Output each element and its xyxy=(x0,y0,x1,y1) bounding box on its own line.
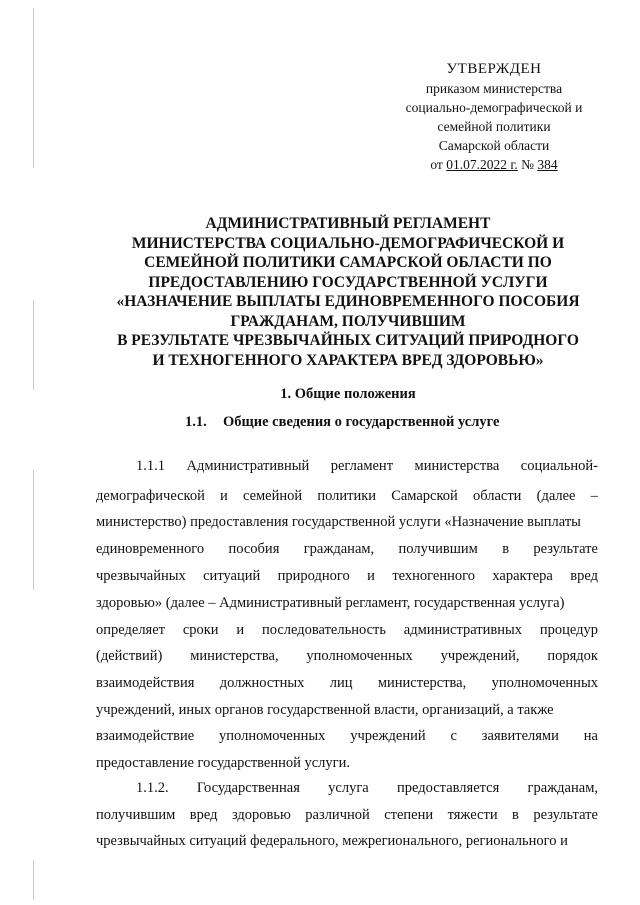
subsection-title: Общие сведения о государственной услуге xyxy=(223,414,500,430)
body-word: в xyxy=(502,541,510,557)
subsection-heading xyxy=(185,414,499,431)
body-word: (действий) xyxy=(96,648,163,664)
body-word: области xyxy=(472,488,522,504)
body-word: определяет xyxy=(96,622,165,638)
body-word: Государственная xyxy=(196,780,300,796)
body-line xyxy=(96,568,598,585)
document-title xyxy=(88,214,608,370)
body-word: с xyxy=(450,728,457,744)
body-word: гражданам, xyxy=(527,780,598,796)
scan-edge-line xyxy=(33,8,34,168)
approval-date-line xyxy=(380,155,608,174)
body-word: министерства, xyxy=(377,675,467,691)
body-word: административных xyxy=(403,622,523,638)
body-word: пособия xyxy=(228,541,280,557)
number-prefix: № xyxy=(517,157,538,172)
body-word: процедур xyxy=(539,622,598,638)
body-line xyxy=(96,755,598,772)
title-line: ПРЕДОСТАВЛЕНИЮ ГОСУДАРСТВЕННОЙ УСЛУГИ xyxy=(148,273,548,291)
approval-line: Самарской области xyxy=(438,138,550,153)
body-word: вред xyxy=(570,568,598,584)
body-line xyxy=(96,595,598,612)
body-line xyxy=(96,728,598,745)
body-word: вред xyxy=(189,807,218,823)
title-line: И ТЕХНОГЕННОГО ХАРАКТЕРА ВРЕД ЗДОРОВЬЮ» xyxy=(152,351,544,369)
title-line: «НАЗНАЧЕНИЕ ВЫПЛАТЫ ЕДИНОВРЕМЕННОГО ПОСОБИЯ xyxy=(116,293,580,310)
body-word: министерства xyxy=(414,458,500,474)
body-word: учреждений, иных органов государственной власти, организаций, а также xyxy=(96,702,554,718)
body-word: Самарской xyxy=(391,488,458,504)
body-word: здоровью» (далее – Административный регламент, государственная услуга) xyxy=(96,595,565,611)
body-word: услуга xyxy=(328,780,369,796)
body-word: предоставление государственной услуги. xyxy=(96,755,351,771)
body-word: Административный xyxy=(186,458,310,474)
body-word: тяжести xyxy=(447,807,498,823)
body-word: 1.1.2. xyxy=(136,780,169,796)
body-line xyxy=(96,514,598,531)
body-word: единовременного xyxy=(96,541,205,557)
body-word: результате xyxy=(533,541,598,557)
body-line xyxy=(96,541,598,558)
body-line xyxy=(96,488,598,505)
body-word: 1.1.1 xyxy=(136,458,165,474)
body-word: последовательность xyxy=(261,622,386,638)
body-word: и xyxy=(220,488,228,504)
approval-line: социально-демографической и xyxy=(405,100,583,115)
body-line xyxy=(96,702,598,719)
approval-line: семейной политики xyxy=(437,119,551,134)
body-word: (далее xyxy=(536,488,576,504)
body-line xyxy=(96,675,598,692)
order-date: 01.07.2022 г. xyxy=(446,157,518,172)
body-word: учреждений, xyxy=(440,648,520,664)
body-line xyxy=(96,622,598,639)
body-word: на xyxy=(583,728,598,744)
body-word: различной xyxy=(305,807,370,823)
body-word: здоровью xyxy=(231,807,291,823)
body-word: уполномоченных xyxy=(306,648,413,664)
title-line: МИНИСТЕРСТВА СОЦИАЛЬНО-ДЕМОГРАФИЧЕСКОЙ И xyxy=(131,234,565,252)
subsection-number: 1.1. xyxy=(185,414,207,430)
body-word: предоставляется xyxy=(397,780,500,796)
body-word: учреждений xyxy=(350,728,426,744)
title-line: ГРАЖДАНАМ, ПОЛУЧИВШИМ xyxy=(230,312,466,330)
body-word: регламент xyxy=(330,458,394,474)
body-word: результате xyxy=(533,807,598,823)
body-word: характера xyxy=(492,568,553,584)
body-word: степени xyxy=(384,807,434,823)
body-word: уполномоченных xyxy=(219,728,326,744)
body-word: демографической xyxy=(96,488,205,504)
title-line: СЕМЕЙНОЙ ПОЛИТИКИ САМАРСКОЙ ОБЛАСТИ ПО xyxy=(144,254,552,271)
body-word: лиц xyxy=(329,675,353,691)
title-line: АДМИНИСТРАТИВНЫЙ РЕГЛАМЕНТ xyxy=(205,215,491,232)
body-line xyxy=(96,807,598,824)
title-line: В РЕЗУЛЬТАТЕ ЧРЕЗВЫЧАЙНЫХ СИТУАЦИЙ ПРИРОДНОГО xyxy=(117,332,579,349)
body-word: политики xyxy=(317,488,377,504)
scan-edge-line xyxy=(33,470,34,590)
section-heading: 1. Общие положения xyxy=(280,386,416,402)
order-number: 384 xyxy=(537,157,558,172)
body-word: чрезвычайных ситуаций федерального, межрегионального, регионального и xyxy=(96,833,568,849)
body-word: природного xyxy=(277,568,350,584)
body-word: уполномоченных xyxy=(491,675,598,691)
body-word: министерства, xyxy=(190,648,279,664)
body-word: ситуаций xyxy=(203,568,261,584)
body-line xyxy=(136,458,598,475)
body-word: семейной xyxy=(242,488,303,504)
approval-block xyxy=(380,60,608,174)
body-word: техногенного xyxy=(392,568,475,584)
body-line xyxy=(136,780,598,797)
body-word: и xyxy=(236,622,245,638)
body-word: порядок xyxy=(547,648,598,664)
body-word: взаимодействие xyxy=(96,728,195,744)
scan-edge-line xyxy=(33,860,34,900)
body-word: и xyxy=(367,568,375,584)
body-word: министерство) предоставления государственной услуги «Назначение выплаты xyxy=(96,514,581,530)
body-word: сроки xyxy=(182,622,219,638)
body-word: получившим xyxy=(96,807,176,823)
date-prefix: от xyxy=(430,157,447,172)
body-line xyxy=(96,833,598,850)
body-word: должностных xyxy=(219,675,305,691)
body-word: взаимодействия xyxy=(96,675,195,691)
body-word: в xyxy=(512,807,519,823)
body-word: заявителями xyxy=(481,728,559,744)
body-line xyxy=(96,648,598,665)
body-word: гражданам, xyxy=(303,541,375,557)
approval-line: приказом министерства xyxy=(425,81,563,96)
approval-title: УТВЕРЖДЕН xyxy=(446,61,542,77)
body-word: – xyxy=(590,488,598,504)
body-word: получившим xyxy=(398,541,478,557)
scan-edge-line xyxy=(33,300,34,390)
body-word: социальной- xyxy=(520,458,598,474)
body-word: чрезвычайных xyxy=(96,568,186,584)
